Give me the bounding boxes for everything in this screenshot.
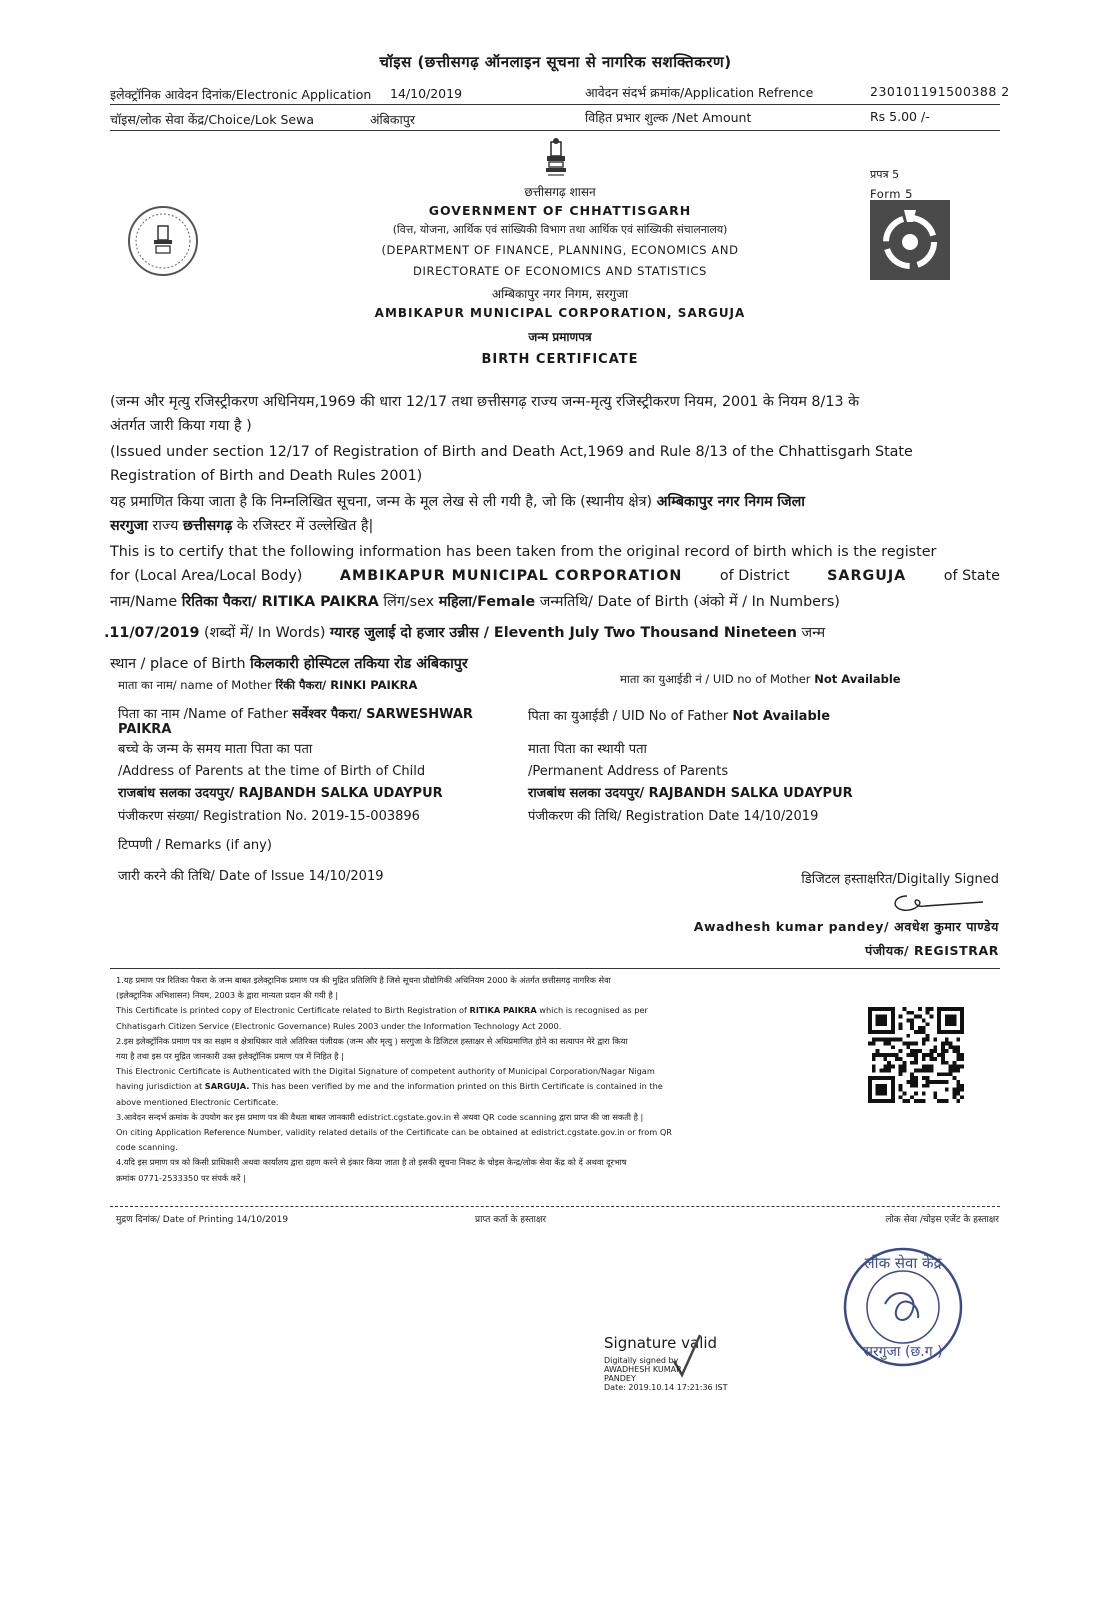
registration-number-label: पंजीकरण संख्या/ Registration No. bbox=[118, 809, 308, 824]
agent-signature-label: लोक सेवा /चोइस एजेंट के हस्ताक्षर bbox=[885, 1215, 999, 1225]
name-label: नाम/Name bbox=[110, 594, 178, 610]
corporation-english: AMBIKAPUR MUNICIPAL CORPORATION, SARGUJA bbox=[374, 306, 746, 320]
corporation-hindi: अम्बिकापुर नगर निगम, सरगुजा bbox=[491, 287, 629, 301]
application-ref-value: 230101191500388 2 bbox=[870, 84, 1010, 99]
svg-text:लोक सेवा केंद्र: लोक सेवा केंद्र bbox=[864, 1254, 942, 1272]
place-of-birth-label: स्थान / place of Birth bbox=[110, 656, 246, 672]
note-4-hindi-1: 4.यदि इस प्रमाण पत्र को किसी प्राधिकारी अथवा कार्यालय द्वारा ग्रहण करने से इंकार किया जाता है तो इसकी सूचना निकट के चोइस केन्द्र/लोक सेवा केंद्र को दें अथवा दूरभाष bbox=[116, 1157, 627, 1168]
application-date-value: 14/10/2019 bbox=[390, 86, 463, 101]
application-ref-label: आवेदन संदर्भ क्रमांक/Application Refrence bbox=[585, 85, 814, 100]
note-1-hindi-2: (इलेक्ट्रानिक अभिशासन) नियम, 2003 के द्वारा मान्यता प्रदान की गयी है | bbox=[116, 990, 339, 1001]
note-3-english-1: On citing Application Reference Number, validity related details of the Certificate can be obtained at edistrict.cgstate.gov.in or from QR bbox=[116, 1127, 672, 1138]
qr-code-icon[interactable] bbox=[868, 1007, 964, 1103]
mother-name-label: माता का नाम/ name of Mother bbox=[118, 678, 272, 692]
department-english-2: DIRECTORATE OF ECONOMICS AND STATISTICS bbox=[413, 264, 707, 278]
permanent-address-value: राजबांध सलका उदयपुर/ RAJBANDH SALKA UDAYPUR bbox=[528, 786, 853, 801]
service-center-label: चॉइस/लोक सेवा केंद्र/Choice/Lok Sewa bbox=[110, 112, 314, 127]
note-1-hindi-1: 1.यह प्रमाण पत्र रितिका पैकरा के जन्म बाबत इलेक्ट्रानिक प्रमाण पत्र की मुद्रित प्रतिलिपि है जिसे सूचना प्रौद्योगिकी अधिनियम 2000 के अंतर्गत छत्तीसगढ़ नागरिक सेवा bbox=[116, 975, 611, 985]
svg-text:सरगुजा (छ.ग.): सरगुजा (छ.ग.) bbox=[863, 1344, 943, 1360]
father-name-value-1: सर्वेश्वर पैकरा/ SARWESHWAR bbox=[292, 707, 473, 722]
registrar-role: पंजीयक/ REGISTRAR bbox=[865, 943, 999, 958]
registration-date-line bbox=[528, 806, 818, 824]
lok-seva-kendra-stamp-icon bbox=[840, 1244, 966, 1370]
remarks-label: टिप्पणी / Remarks (if any) bbox=[118, 838, 272, 853]
signature-valid-title: Signature valid bbox=[604, 1334, 718, 1352]
notes-block bbox=[116, 973, 826, 1186]
choice-title: चॉइस (छत्तीसगढ़ ऑनलाइन सूचना से नागरिक सशक्तिकरण) bbox=[379, 53, 732, 71]
validity-line-3: PANDEY bbox=[604, 1374, 636, 1383]
print-date-label: मुद्रण दिनांक/ Date of Printing bbox=[116, 1215, 234, 1225]
issued-hindi-line-2: अंतर्गत जारी किया गया है ) bbox=[110, 418, 252, 434]
birth-address-block bbox=[118, 739, 443, 805]
header-divider bbox=[110, 104, 1000, 105]
note-3-english-2: code scanning. bbox=[116, 1142, 178, 1153]
registrar-name: Awadhesh kumar pandey/ अवधेश कुमार पाण्डेय bbox=[693, 919, 999, 934]
mother-uid-value: Not Available bbox=[814, 672, 901, 686]
certificate-title-hindi: जन्म प्रमाणपत्र bbox=[528, 330, 592, 344]
validity-line-1: Digitally signed by bbox=[604, 1356, 679, 1365]
issue-date-label: जारी करने की तिथि/ Date of Issue bbox=[118, 869, 305, 884]
department-english-1: (DEPARTMENT OF FINANCE, PLANNING, ECONOMICS AND bbox=[381, 243, 739, 257]
mother-uid-label: माता का युआईडी नं / UID no of Mother bbox=[620, 672, 811, 686]
issued-english-line-2: Registration of Birth and Death Rules 2001) bbox=[110, 468, 423, 484]
issue-date-line bbox=[118, 866, 384, 884]
mother-uid-line bbox=[620, 672, 901, 687]
note-3-hindi: 3.आवेदन सन्दर्भ क्रमांक के उपयोग कर इस प्रमाण पत्र की वैधता बाबत जानकारी edistrict.cgstate.gov.in से अथवा QR code scanning द्वारा प्राप्त की जा सकती है | bbox=[116, 1111, 644, 1122]
birth-address-label-2: /Address of Parents at the time of Birth of Child bbox=[118, 764, 426, 779]
note-1-english-2: Chhatisgarh Citizen Service (Electronic Governance) Rules 2003 under the Information Technology Act 2000. bbox=[116, 1020, 562, 1031]
recipient-signature-label: प्राप्त कर्ता के हस्ताक्षर bbox=[475, 1215, 547, 1225]
place-of-birth-value: किलकारी होस्पिटल तकिया रोड अंबिकापुर bbox=[250, 656, 468, 672]
registration-date-label: पंजीकरण की तिथि/ Registration Date bbox=[528, 809, 740, 824]
note-2-english-2: having jurisdiction at SARGUJA. This has been verified by me and the information printed on this Birth Certificate is contained in the bbox=[116, 1081, 663, 1092]
sex-label: लिंग/sex bbox=[383, 594, 435, 610]
net-amount-value: Rs 5.00 /- bbox=[870, 109, 930, 124]
birth-address-label-1: बच्चे के जन्म के समय माता पिता का पता bbox=[118, 742, 313, 757]
name-sex-dob-line bbox=[110, 590, 1010, 614]
dob-number-value: .11/07/2019 bbox=[104, 625, 200, 641]
certify-english-line-2: for (Local Area/Local Body) AMBIKAPUR MUNICIPAL CORPORATION of District SARGUJA of State bbox=[110, 568, 1000, 584]
signature-validity-details bbox=[604, 1356, 728, 1392]
choice-logo-icon bbox=[870, 200, 950, 280]
notes-bottom-divider bbox=[110, 1206, 1000, 1207]
govt-english: GOVERNMENT OF CHHATTISGARH bbox=[428, 203, 692, 218]
dob-words-value: ग्यारह जुलाई दो हजार उन्नीस / Eleventh July Two Thousand Nineteen bbox=[329, 625, 797, 641]
header-bottom-divider bbox=[110, 130, 1000, 131]
permanent-address-label-2: /Permanent Address of Parents bbox=[528, 764, 729, 779]
dob-line bbox=[104, 621, 1004, 645]
name-value: रितिका पैकरा/ RITIKA PAIKRA bbox=[181, 594, 379, 610]
place-of-birth-label-a: जन्म bbox=[801, 625, 826, 641]
note-2-hindi-2: गया है तथा इस पर मुद्रित जानकारी उक्त इलेक्ट्रॉनिक प्रमाण पत्र में निहित है | bbox=[116, 1051, 344, 1062]
permanent-address-label-1: माता पिता का स्थायी पता bbox=[528, 742, 647, 757]
net-amount-label: विहित प्रभार शुल्क /Net Amount bbox=[585, 110, 752, 125]
issued-under-hindi bbox=[110, 390, 1000, 438]
sex-value: महिला/Female bbox=[438, 594, 536, 610]
note-1-english-1: This Certificate is printed copy of Electronic Certificate related to Birth Registration of RITIKA PAIKRA which is recognised as per bbox=[116, 1005, 648, 1016]
service-center-value: अंबिकापुर bbox=[370, 112, 415, 127]
note-2-english-1: This Electronic Certificate is Authenticated with the Digital Signature of competent authority of Municipal Corporation/Nagar Nigam bbox=[116, 1066, 655, 1077]
father-uid-label: पिता का युआईडी / UID No of Father bbox=[528, 709, 729, 724]
issued-hindi-line-1: (जन्म और मृत्यु रजिस्ट्रीकरण अधिनियम,1969 की धारा 12/17 तथा छत्तीसगढ़ राज्य जन्म-मृत्यु रजिस्ट्रीकरण नियम, 2001 के नियम 8/13 के bbox=[110, 394, 860, 410]
note-2-hindi-1: 2.इस इलेक्ट्रॉनिक प्रमाण पत्र का सक्षम व क्षेत्राधिकार वाले अतिरिक्त पंजीयक (जन्म और मृत्यु ) सरगुजा के डिजिटल हस्ताक्षर से अधिप्रमाणित होने का सत्यापन मेरे द्वारा किया bbox=[116, 1035, 628, 1046]
registration-number-line bbox=[118, 806, 420, 824]
certify-hindi-line-1: यह प्रमाणित किया जाता है कि निम्नलिखित सूचना, जन्म के मूल लेख से ली गयी है, जो कि (स्थानीय क्षेत्र) अम्बिकापुर नगर निगम जिला bbox=[110, 494, 805, 510]
father-name-line bbox=[118, 704, 498, 737]
father-uid-line bbox=[528, 706, 830, 724]
issued-under-english bbox=[110, 440, 1000, 488]
certify-hindi-line-2: सरगुजा राज्य छत्तीसगढ़ के रजिस्टर में उल्लेखित है| bbox=[110, 518, 374, 534]
form-number-english: Form 5 bbox=[870, 187, 913, 201]
dob-words-label: (शब्दों में/ In Words) bbox=[204, 625, 326, 641]
application-date-label: इलेक्ट्रॉनिक आवेदन दिनांक/Electronic Application bbox=[110, 87, 372, 102]
print-date-value: 14/10/2019 bbox=[236, 1215, 289, 1225]
certify-english-line-1: This is to certify that the following information has been taken from the original record of birth which is the register bbox=[110, 544, 937, 560]
handwritten-signature-icon bbox=[885, 890, 985, 914]
note-4-hindi-2: क्रमांक 0771-2533350 पर संपर्क करें | bbox=[116, 1172, 246, 1183]
national-emblem-icon bbox=[542, 138, 570, 178]
registration-date-value: 14/10/2019 bbox=[743, 809, 819, 824]
notes-top-divider bbox=[110, 968, 1000, 969]
father-uid-value: Not Available bbox=[732, 709, 831, 724]
permanent-address-block bbox=[528, 739, 853, 805]
issue-date-value: 14/10/2019 bbox=[308, 869, 384, 884]
note-2-english-3: above mentioned Electronic Certificate. bbox=[116, 1096, 279, 1107]
certificate-title-english: BIRTH CERTIFICATE bbox=[481, 352, 639, 367]
father-name-value-2: PAIKRA bbox=[118, 722, 172, 737]
govt-hindi: छत्तीसगढ़ शासन bbox=[524, 185, 596, 199]
department-hindi: (वित्त, योजना, आर्थिक एवं सांख्यिकी विभाग तथा आर्थिक एवं सांख्यिकी संचालनालय) bbox=[392, 223, 728, 236]
digitally-signed-label: डिजिटल हस्ताक्षरित/Digitally Signed bbox=[801, 872, 999, 887]
birth-address-value: राजबांध सलका उदयपुर/ RAJBANDH SALKA UDAYPUR bbox=[118, 786, 443, 801]
print-date-line bbox=[116, 1212, 288, 1225]
mother-name-line bbox=[118, 678, 417, 693]
mother-name-value: रिंकी पैकरा/ RINKI PAIKRA bbox=[275, 678, 418, 692]
form-number-hindi: प्रपत्र 5 bbox=[870, 168, 900, 181]
certify-hindi bbox=[110, 490, 1000, 538]
registration-number-value: 2019-15-003896 bbox=[311, 809, 420, 824]
validity-line-4: Date: 2019.10.14 17:21:36 IST bbox=[604, 1383, 728, 1392]
dob-label: जन्मतिथि/ Date of Birth (अंको में / In Numbers) bbox=[539, 594, 840, 610]
father-name-label: पिता का नाम /Name of Father bbox=[118, 707, 289, 722]
validity-line-2: AWADHESH KUMAR bbox=[604, 1365, 682, 1374]
certify-english bbox=[110, 540, 1000, 588]
chhattisgarh-seal-icon bbox=[128, 206, 198, 276]
issued-english-line-1: (Issued under section 12/17 of Registration of Birth and Death Act,1969 and Rule 8/13 of the Chhattisgarh State bbox=[110, 444, 913, 460]
